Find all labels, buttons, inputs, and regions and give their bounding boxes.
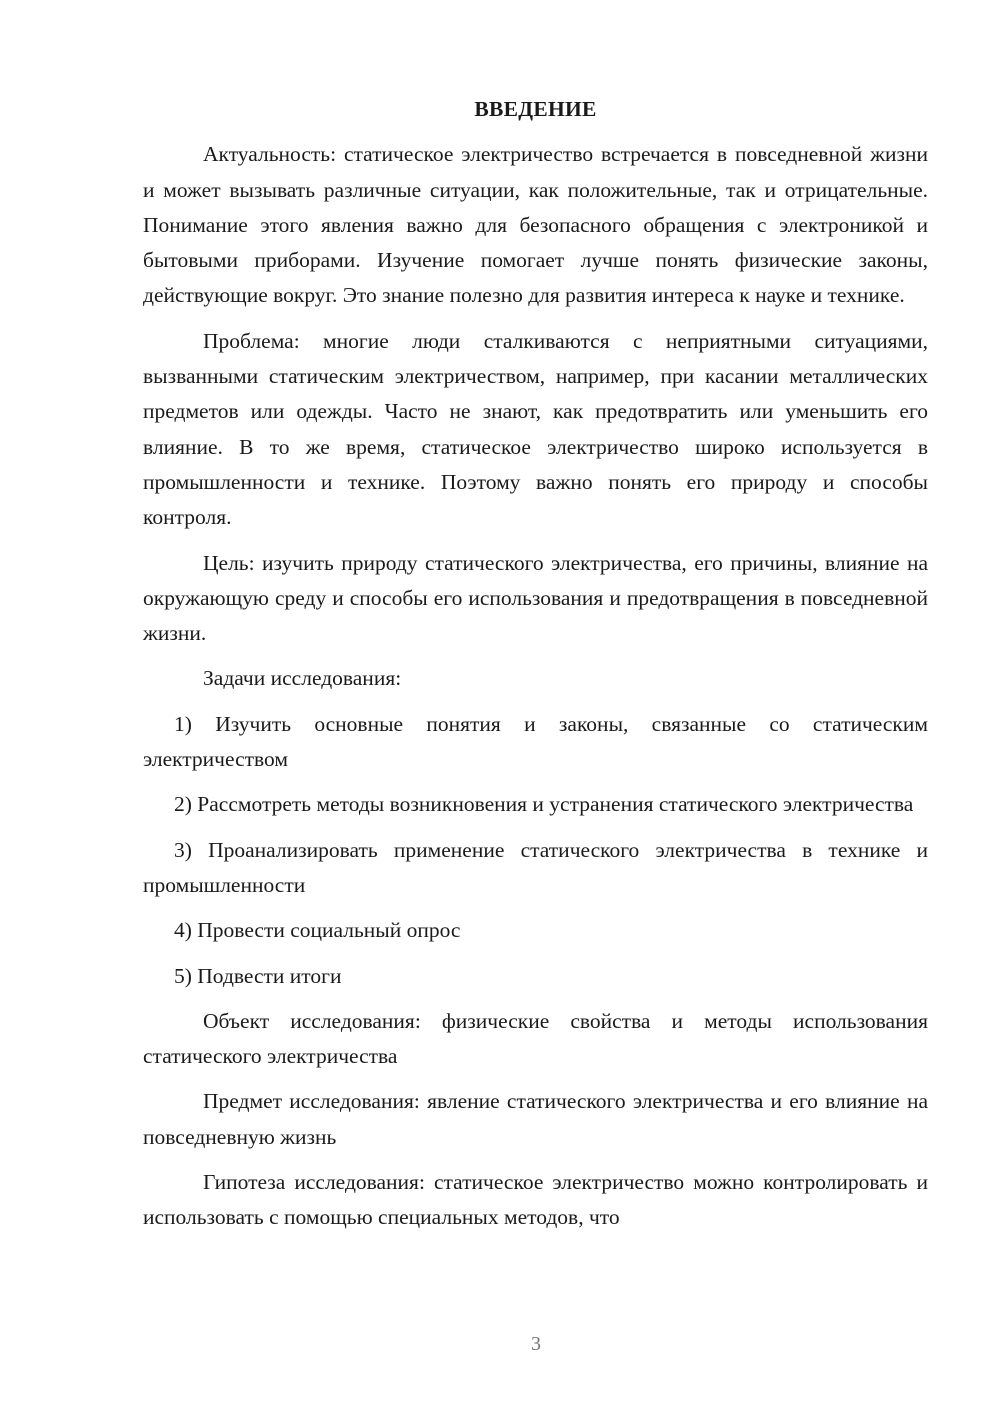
paragraph-hypothesis: Гипотеза исследования: статическое электричество можно контролировать и использовать с помощью специальных методов, что: [143, 1170, 928, 1230]
tasks-heading: Задачи исследования:: [203, 666, 402, 691]
page-number: 3: [531, 1333, 541, 1355]
document-title: ВВЕДЕНИЕ: [474, 97, 597, 121]
task-item-1: 1) Изучить основные понятия и законы, связанные со статическим электричеством: [143, 711, 928, 772]
document-page: [143, 92, 928, 1246]
task-item-2: 2) Рассмотреть методы возникновения и устранения статического электричества: [174, 792, 914, 817]
task-item-5: 5) Подвести итоги: [174, 963, 342, 988]
paragraph-goal: Цель: изучить природу статического электричества, его причины, влияние на окружающую среду и способы его использования и предотвращения в повседневной жизни.: [143, 550, 928, 646]
paragraph-object: Объект исследования: физические свойства и методы использования статического электричества: [143, 1008, 928, 1069]
paragraph-problem: Проблема: многие люди сталкиваются с неприятными ситуациями, вызванными статическим электричеством, например, при касании металлических предметов или одежды. Часто не знают, как предотвратить или уменьшить его влияние. В то же время, статическое электричество широко используется в промышленности и технике. Поэтому важно понять его природу и способы контроля.: [143, 328, 928, 530]
paragraph-relevance: Актуальность: статическое электричество встречается в повседневной жизни и может вызывать различные ситуации, как положительные, так и отрицательные. Понимание этого явления важно для безопасного обращения с электроникой и бытовыми приборами. Изучение помогает лучше понять физические законы, действующие вокруг. Это знание полезно для развития интереса к науке и технике.: [143, 142, 928, 308]
task-item-3: 3) Проанализировать применение статического электричества в технике и промышленности: [143, 837, 928, 897]
task-item-4: 4) Провести социальный опрос: [174, 918, 461, 943]
paragraph-subject: Предмет исследования: явление статического электричества и его влияние на повседневную жизнь: [143, 1089, 928, 1149]
